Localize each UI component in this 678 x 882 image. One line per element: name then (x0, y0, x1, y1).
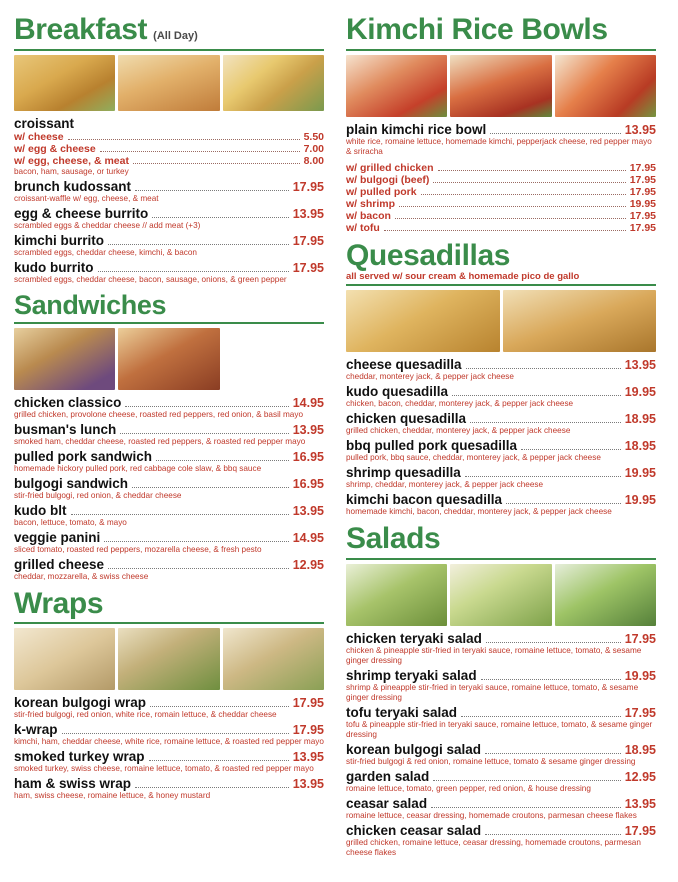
item-price: 16.95 (292, 449, 324, 464)
leader-dots (108, 244, 289, 245)
korean-bulgogi-wrap-photo (14, 628, 115, 690)
item-name: kudo blt (14, 502, 67, 518)
item-description: sliced tomato, roasted red peppers, mozarella cheese, & fresh pesto (14, 544, 262, 554)
menu-item (346, 465, 656, 490)
breakfast-sandwich-photo (118, 55, 219, 111)
right-column (346, 14, 656, 876)
leader-dots (135, 787, 289, 788)
bulgogi-sandwich-photo (118, 328, 219, 390)
option-label: w/ bacon (346, 209, 391, 222)
chicken-kimchi-bowl-photo (450, 55, 551, 117)
divider (14, 622, 324, 624)
salads-heading (346, 523, 656, 556)
item-name: tofu teryaki salad (346, 704, 458, 720)
item-description: ham, swiss cheese, romaine lettuce, & honey mustard (14, 791, 211, 801)
panini-photo (223, 328, 324, 390)
wraps-photos (14, 628, 324, 690)
teriyaki-salad-photo (555, 564, 656, 626)
item-price: 17.95 (292, 696, 324, 711)
option-price: 17.95 (629, 221, 656, 234)
item-name: cheese quesadilla (346, 357, 462, 372)
item-option (346, 198, 656, 210)
leader-dots (452, 395, 621, 396)
wraps-heading (14, 588, 324, 621)
option-label: w/ shrimp (346, 197, 396, 210)
leader-dots (132, 487, 289, 488)
item-option (14, 143, 324, 155)
menu-item (346, 122, 656, 234)
quesadillas-items (346, 357, 656, 517)
item-name: chicken classico (14, 394, 122, 410)
item-price: 19.95 (624, 493, 656, 507)
item-description: scrambled eggs, cheddar cheese, kimchi, & bacon (14, 247, 197, 257)
item-name: plain kimchi rice bowl (346, 121, 487, 137)
leader-dots (152, 217, 288, 218)
item-description: scrambled eggs, cheddar cheese, bacon, sausage, onions, & green pepper (14, 274, 287, 284)
item-price: 16.95 (292, 476, 324, 491)
item-price: 13.95 (292, 206, 324, 221)
item-price: 13.95 (624, 122, 656, 137)
item-description: chicken, bacon, cheddar, monterey jack, & pepper jack cheese (346, 399, 574, 408)
item-description: chicken & pineapple stir-fried in teryaki sauce, romaine lettuce, tomato, & sesame ginger dressing (346, 645, 642, 665)
item-name: garden salad (346, 768, 430, 784)
leader-dots (149, 760, 289, 761)
leader-dots (384, 230, 626, 231)
item-option (14, 155, 324, 167)
leader-dots (100, 151, 300, 152)
leader-dots (421, 194, 626, 195)
sandwiches-photos (14, 328, 324, 390)
leader-dots (135, 190, 289, 191)
menu-item (14, 557, 324, 582)
menu-item (346, 631, 656, 666)
item-description: smoked turkey, swiss cheese, romaine lettuce, tomato, & roasted red pepper mayo (14, 764, 314, 774)
menu-item (14, 422, 324, 447)
item-option (346, 222, 656, 234)
item-description: grilled chicken, romaine lettuce, ceasar dressing, homemade croutons, parmesan cheese flakes (346, 837, 641, 857)
wraps-items (14, 695, 324, 801)
item-name: brunch kudossant (14, 178, 132, 194)
leader-dots (466, 368, 621, 369)
leader-dots (98, 271, 289, 272)
item-name: ham & swiss wrap (14, 776, 132, 792)
sandwiches-items (14, 395, 324, 582)
section-title: Wraps (14, 586, 104, 620)
item-price: 13.95 (624, 358, 656, 372)
item-name: chicken quesadilla (346, 411, 467, 426)
item-description: shrimp & pineapple stir-fried in teryaki sauce, romaine lettuce, tomato, & sesame ginger dressing (346, 682, 639, 702)
leader-dots (438, 170, 626, 171)
bacon-kimchi-bowl-photo (346, 55, 447, 117)
item-price: 17.95 (292, 179, 324, 194)
menu-item (346, 705, 656, 740)
left-column (14, 14, 324, 876)
item-name: egg & cheese burrito (14, 205, 149, 221)
option-price: 17.95 (629, 173, 656, 186)
menu-item (346, 438, 656, 463)
menu-item (14, 395, 324, 420)
leader-dots (433, 182, 625, 183)
option-label: w/ cheese (14, 130, 64, 143)
menu-item (346, 769, 656, 794)
item-description: cheddar, mozzarella, & swiss cheese (14, 571, 149, 581)
option-label: w/ egg, cheese, & meat (14, 154, 129, 167)
section-title: Salads (346, 522, 441, 555)
option-label: w/ tofu (346, 221, 380, 234)
quesadilla-plate-photo (503, 290, 657, 352)
breakfast-heading (14, 14, 324, 47)
section-quesadillas (346, 240, 656, 518)
item-description: romaine lettuce, ceasar dressing, homemade croutons, parmesan cheese flakes (346, 810, 637, 820)
item-name: shrimp teryaki salad (346, 667, 477, 683)
menu-item (14, 722, 324, 747)
item-price: 14.95 (292, 530, 324, 545)
item-description: cheddar, monterey jack, & pepper jack cheese (346, 372, 514, 381)
item-description: shrimp, cheddar, monterey jack, & pepper jack cheese (346, 480, 544, 489)
pulled-pork-sandwich-photo (14, 328, 115, 390)
turkey-wrap-photo (223, 628, 324, 690)
leader-dots (71, 514, 289, 515)
leader-dots (68, 139, 300, 140)
item-price: 13.95 (624, 796, 656, 811)
leader-dots (506, 503, 621, 504)
item-description: stir-fried bulgogi, red onion, white rice, romain lettuce, & cheddar cheese (14, 710, 277, 720)
salads-items (346, 631, 656, 858)
quesadilla-slices-photo (346, 290, 500, 352)
section-subtitle: all served w/ sour cream & homemade pico de gallo (346, 271, 580, 282)
menu-item (346, 384, 656, 409)
item-description: homemade kimchi, bacon, cheddar, monterey jack, & pepper jack cheese (346, 507, 612, 516)
menu-item (346, 492, 656, 517)
option-price: 17.95 (629, 185, 656, 198)
option-label: w/ bulgogi (beef) (346, 173, 430, 186)
option-price: 8.00 (303, 154, 324, 167)
item-name: ceasar salad (346, 795, 428, 811)
option-label: w/ pulled pork (346, 185, 417, 198)
option-price: 5.50 (303, 130, 324, 143)
divider (346, 284, 656, 286)
menu-item (14, 695, 324, 720)
item-description: kimchi, ham, cheddar cheese, white rice, romaine lettuce, & roasted red pepper mayo (14, 737, 324, 747)
item-description: croissant-waffle w/ egg, cheese, & meat (14, 193, 159, 203)
item-price: 14.95 (292, 395, 324, 410)
option-label: w/ egg & cheese (14, 142, 96, 155)
item-price: 12.95 (624, 769, 656, 784)
leader-dots (108, 568, 289, 569)
menu-item (14, 749, 324, 774)
kimchi-rice-bowls-heading (346, 14, 656, 47)
item-description: bacon, lettuce, tomato, & mayo (14, 517, 127, 527)
item-price: 13.95 (292, 503, 324, 518)
item-name: chicken ceasar salad (346, 822, 482, 838)
k-wrap-photo (118, 628, 219, 690)
leader-dots (399, 206, 626, 207)
item-option (346, 186, 656, 198)
leader-dots (62, 733, 289, 734)
menu-item (14, 449, 324, 474)
divider (14, 49, 324, 51)
item-price: 17.95 (624, 823, 656, 838)
section-sandwiches (14, 291, 324, 582)
item-name: korean bulgogi salad (346, 741, 482, 757)
option-price: 7.00 (303, 142, 324, 155)
leader-dots (465, 476, 621, 477)
menu-item (14, 530, 324, 555)
divider (14, 322, 324, 324)
item-description: tofu & pineapple stir-fried in teryaki sauce, romaine lettuce, tomato, & sesame ginger dressing (346, 719, 653, 739)
section-title: Kimchi Rice Bowls (346, 13, 608, 46)
leader-dots (104, 541, 288, 542)
item-description: bacon, ham, sausage, or turkey (14, 166, 129, 176)
leader-dots (461, 716, 621, 717)
section-salads (346, 523, 656, 858)
leader-dots (133, 163, 300, 164)
leader-dots (490, 133, 620, 134)
menu-item (14, 206, 324, 231)
croissant-photo (14, 55, 115, 111)
item-name: kudo burrito (14, 259, 94, 275)
item-name: kimchi burrito (14, 232, 105, 248)
item-name: croissant (14, 115, 75, 131)
option-label: w/ grilled chicken (346, 161, 434, 174)
section-title: Breakfast (14, 13, 148, 46)
item-description: grilled chicken, cheddar, monterey jack, & pepper jack cheese (346, 426, 571, 435)
item-price: 18.95 (624, 412, 656, 426)
section-breakfast (14, 14, 324, 285)
item-name: kudo quesadilla (346, 384, 449, 399)
item-description: pulled pork, bbq sauce, cheddar, monterey jack, & pepper jack cheese (346, 453, 601, 462)
item-name: shrimp quesadilla (346, 465, 461, 480)
item-name: smoked turkey wrap (14, 749, 145, 765)
sandwiches-heading (14, 291, 324, 320)
section-title: Sandwiches (14, 289, 167, 320)
item-description: romaine lettuce, tomato, green pepper, red onion, & house dressing (346, 783, 591, 793)
item-name: korean bulgogi wrap (14, 695, 147, 711)
divider (346, 49, 656, 51)
item-price: 13.95 (292, 750, 324, 765)
leader-dots (120, 433, 288, 434)
item-price: 12.95 (292, 557, 324, 572)
leader-dots (485, 834, 621, 835)
item-price: 19.95 (624, 385, 656, 399)
menu-item (346, 357, 656, 382)
menu-item (14, 179, 324, 204)
section-note: (All Day) (153, 30, 198, 42)
item-price: 13.95 (292, 422, 324, 437)
menu-item (14, 503, 324, 528)
item-price: 17.95 (624, 631, 656, 646)
kimchi-bowls-items (346, 122, 656, 234)
menu-item (346, 742, 656, 767)
shrimp-kimchi-bowl-photo (555, 55, 656, 117)
menu-item (14, 116, 324, 177)
item-option (346, 162, 656, 174)
leader-dots (481, 679, 621, 680)
section-kimchi-rice-bowls (346, 14, 656, 234)
item-name: busman's lunch (14, 421, 117, 437)
option-price: 17.95 (629, 161, 656, 174)
leader-dots (431, 807, 621, 808)
item-price: 19.95 (624, 668, 656, 683)
item-option (346, 174, 656, 186)
item-name: bulgogi sandwich (14, 475, 128, 491)
quesadillas-heading (346, 240, 656, 273)
item-price: 18.95 (624, 439, 656, 453)
menu-item (346, 668, 656, 703)
item-price: 13.95 (292, 777, 324, 792)
leader-dots (150, 706, 289, 707)
item-description: grilled chicken, provolone cheese, roasted red peppers, red onion, & basil mayo (14, 409, 304, 419)
item-price: 19.95 (624, 466, 656, 480)
menu-item (14, 476, 324, 501)
leader-dots (125, 406, 288, 407)
section-title: Quesadillas (346, 238, 511, 272)
item-option (14, 131, 324, 143)
item-name: chicken teryaki salad (346, 630, 482, 646)
item-option (346, 210, 656, 222)
salads-photos (346, 564, 656, 626)
item-name: kimchi bacon quesadilla (346, 492, 503, 507)
item-description: smoked ham, cheddar cheese, roasted red peppers, & roasted red pepper mayo (14, 436, 306, 446)
breakfast-items (14, 116, 324, 285)
leader-dots (156, 460, 289, 461)
egg-sandwich-photo (223, 55, 324, 111)
leader-dots (486, 642, 621, 643)
leader-dots (470, 422, 621, 423)
item-price: 17.95 (292, 723, 324, 738)
item-name: grilled cheese (14, 556, 105, 572)
item-name: bbq pulled pork quesadilla (346, 438, 518, 453)
option-price: 19.95 (629, 197, 656, 210)
menu-item (346, 411, 656, 436)
item-description: stir-fried bulgogi, red onion, & cheddar cheese (14, 490, 182, 500)
item-price: 18.95 (624, 742, 656, 757)
option-price: 17.95 (629, 209, 656, 222)
kimchi-bowls-photos (346, 55, 656, 117)
menu-item (14, 776, 324, 801)
breakfast-photos (14, 55, 324, 111)
item-name: veggie panini (14, 529, 101, 545)
item-description: scrambled eggs & cheddar cheese // add meat (+3) (14, 220, 201, 230)
leader-dots (521, 449, 621, 450)
item-name: k-wrap (14, 722, 58, 738)
item-price: 17.95 (292, 233, 324, 248)
section-wraps (14, 588, 324, 802)
item-description: homemade hickory pulled pork, red cabbage cole slaw, & bbq sauce (14, 463, 262, 473)
leader-dots (433, 780, 620, 781)
menu-item (14, 260, 324, 285)
item-description: stir-fried bulgogi & red onion, romaine lettuce, tomato & sesame ginger dressing (346, 756, 636, 766)
quesadillas-photos (346, 290, 656, 352)
item-price: 17.95 (624, 705, 656, 720)
leader-dots (395, 218, 626, 219)
shrimp-salad-photo (450, 564, 551, 626)
item-description: white rice, romaine lettuce, homemade kimchi, pepperjack cheese, red pepper mayo & sriracha (346, 136, 652, 156)
leader-dots (485, 753, 621, 754)
menu-item (346, 796, 656, 821)
garden-salad-photo (346, 564, 447, 626)
menu-item (14, 233, 324, 258)
menu-item (346, 823, 656, 858)
item-price: 17.95 (292, 260, 324, 275)
item-name: pulled pork sandwich (14, 448, 153, 464)
divider (346, 558, 656, 560)
